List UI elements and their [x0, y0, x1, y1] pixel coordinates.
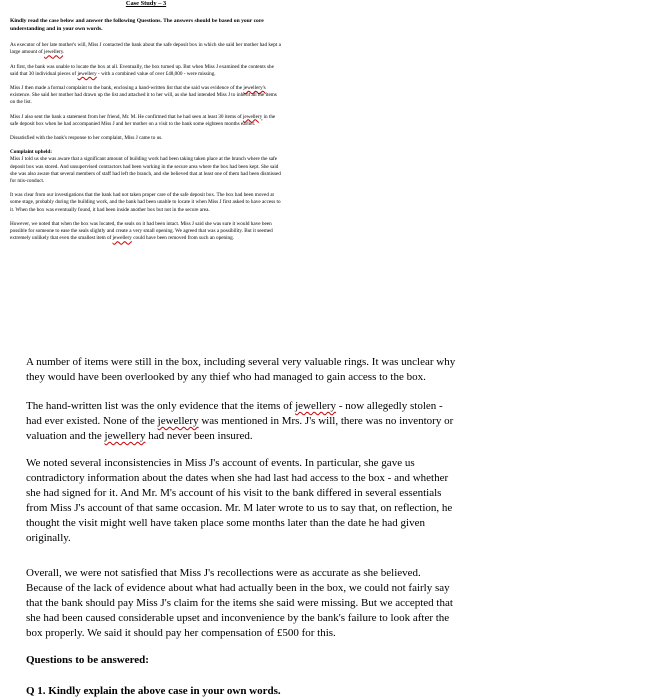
- spellcheck-word: jewellery: [157, 415, 199, 427]
- text-run: Miss J also sent the bank a statement from her friend, Mr. M. He confirmed that he had seen at least 30 items of: [10, 113, 243, 120]
- spellcheck-word: jewellery: [242, 113, 263, 120]
- paragraph-investigation: It was clear from our investigations that the bank had not taken proper care of the safe deposit box. The box had been moved at some stage, probably during the building work, and the bank had been unable to locate it when Miss J first asked to have access to it. When the box was eventually found, it had been inside another box but not in the secure area.: [10, 192, 281, 213]
- complaint-heading: Complaint upheld:: [10, 149, 52, 156]
- text-run: in the safe deposit box when he had accompanied Miss J and her mother on a visit to the bank some eighteen months earlier.: [10, 113, 276, 127]
- text-run: Miss J then made a formal complaint to the bank, enclosing a hand-written list that she said was evidence of the: [10, 85, 244, 91]
- text-run: At first, the bank was unable to locate the box at all. Eventually, the box turned up. But when Miss J examined the contents she said that 30 individual pieces of: [10, 63, 274, 77]
- paragraph-seals: [10, 221, 282, 243]
- text-run: could have been removed from such an opening.: [131, 235, 235, 242]
- text-run: However, we noted that when the box was located, the seals on it had been intact. Miss J said she was sure it would have been possible for someone to ease the seals slightly and create a very small opening. We agreed that was a possibility. But it seemed extremely unlikely that even the smallest item of: [10, 220, 273, 242]
- case-study-screenshot: [10, 0, 282, 249]
- spellcheck-word: jewellery: [295, 400, 337, 412]
- text-run: was mentioned in Mrs. J's will, there was no inventory or valuation and the: [26, 415, 454, 442]
- spellcheck-word: jewellery: [44, 49, 64, 56]
- question-1: Q 1. Kindly explain the above case in your own words.: [26, 685, 281, 697]
- text-run: - with a combined value of over £48,000 - were missing.: [96, 70, 216, 77]
- spellcheck-word: jewellery: [77, 70, 97, 77]
- paragraph-box-located: [10, 64, 282, 78]
- paragraph-executor: [10, 42, 282, 56]
- paragraph-formal-complaint: [10, 85, 282, 107]
- text-run: .: [63, 49, 65, 56]
- paragraph-handwritten-list: [26, 399, 456, 444]
- text-run: The hand-written list was the only evidence that the items of: [26, 400, 296, 412]
- text-run: had never been insured.: [145, 430, 253, 442]
- text-run: existence. She said her mother had drawn up the list and attached it to her will, as she had intended Miss J to inherit all the items on the list.: [10, 92, 277, 106]
- paragraph-building-work: Miss J told us she was aware that a significant amount of building work had been taking taken place at the branch where the safe deposit box was stored. And unsupervised contractors had been working in the secure area where the box had been kept. She said she was also aware that several members of staff had left the branch, and she believed that at least one of them had been dismissed for mis-conduct.: [10, 156, 281, 185]
- case-study-continued: [26, 355, 456, 699]
- spellcheck-word: jewellery: [104, 430, 146, 442]
- paragraph-friend-statement: [10, 114, 282, 128]
- paragraph-inconsistencies: We noted several inconsistencies in Miss J's account of events. In particular, she gave us contradictory information about the dates when she had last had access to the box - and whether she had signed for it. And Mr. M's account of his visit to the bank differed in several essentials from Miss J's account of that same occasion. Mr. M later wrote to us to say that, on reflection, he thought the visit might well have taken place some months later than the date he had given originally.: [26, 457, 453, 544]
- questions-heading: Questions to be answered:: [26, 654, 149, 666]
- text-run: - now allegedly stolen - had ever existed. None of the: [26, 400, 443, 427]
- spellcheck-word: jewellery's: [243, 85, 266, 91]
- paragraph-dissatisfied: Dissatisfied with the bank's response to her complaint, Miss J came to us.: [10, 135, 163, 142]
- case-title: Case Study – 3: [125, 0, 167, 7]
- instruction-text: Kindly read the case below and answer the following Questions. The answers should be based on your core understanding and in your own words.: [10, 18, 264, 32]
- text-run: As executor of her late mother's will, Miss J contacted the bank about the safe deposit box in which she said her mother had kept a large amount of: [10, 42, 281, 56]
- paragraph-overall: Overall, we were not satisfied that Miss J's recollections were as accurate as she believed. Because of the lack of evidence about what had actually been in the box, we could not fairly say that the bank should pay Miss J's claim for the items she said were missing. But we accepted that she had been caused considerable upset and inconvenience by the bank's failure to look after the box properly. We said it should pay her compensation of £500 for this.: [26, 567, 453, 639]
- spellcheck-word: jewellery: [112, 235, 132, 242]
- paragraph-items-in-box: A number of items were still in the box, including several very valuable rings. It was unclear why they would have been overlooked by any thief who had managed to gain access to the box.: [26, 356, 456, 383]
